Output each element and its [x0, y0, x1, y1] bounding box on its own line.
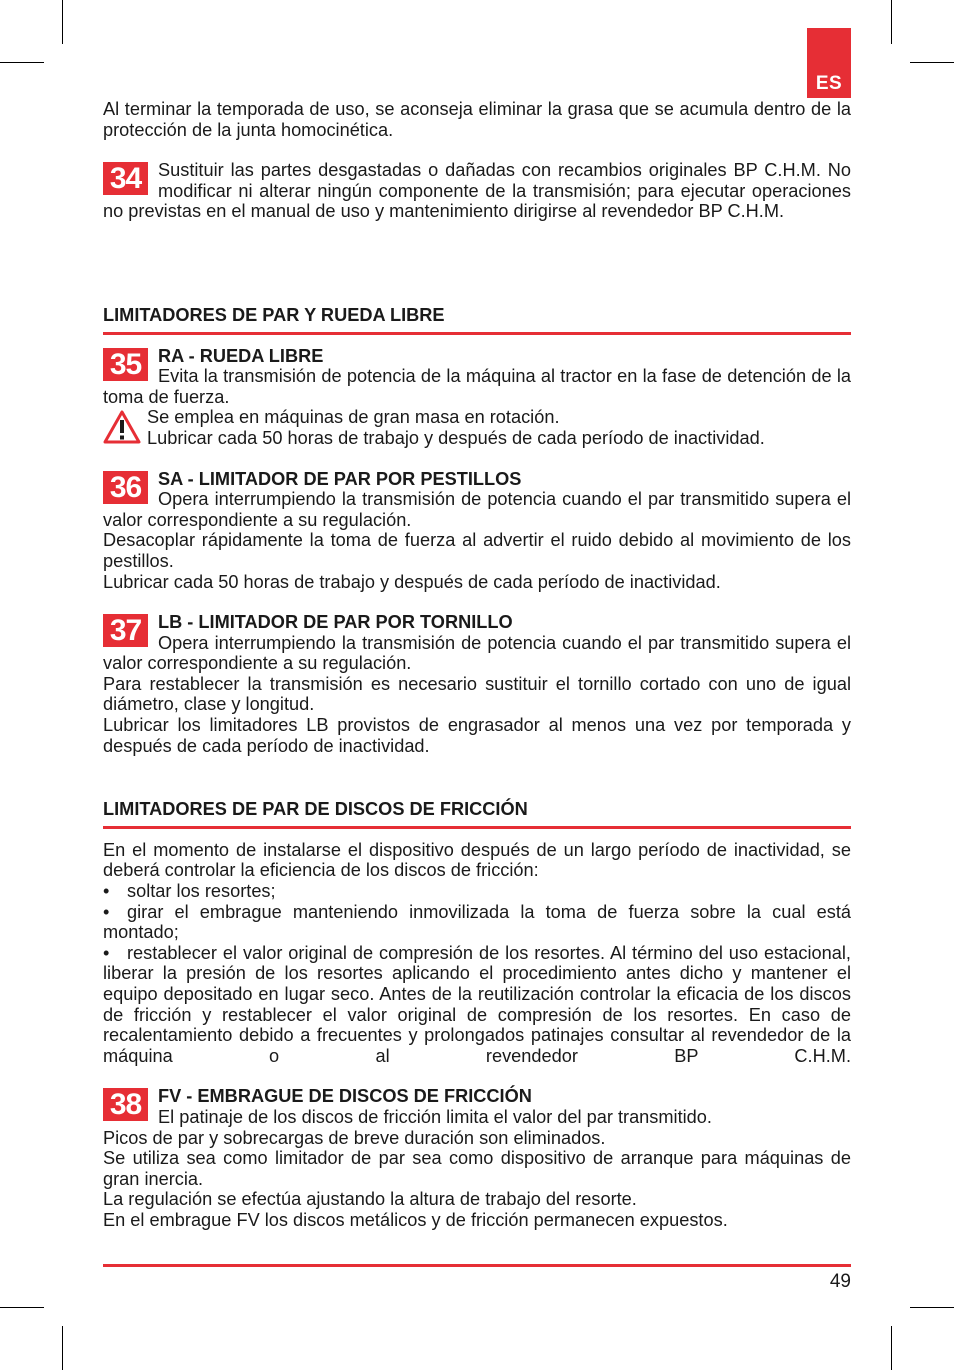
crop-mark	[62, 1326, 63, 1370]
bullet-item: • girar el embrague manteniendo inmovilizada la toma de fuerza sobre la cual está montado;	[103, 901, 851, 943]
item-number-badge: 37	[103, 614, 148, 647]
bullet-marker: •	[103, 881, 110, 902]
item-text: Se utiliza sea como limitador de par sea como dispositivo de arranque para máquinas de gran inercia.	[103, 1148, 851, 1189]
item-text: Opera interrumpiendo la transmisión de potencia cuando el par transmitido supera el valor correspondiente a su regulación.	[103, 489, 851, 530]
item-number-badge: 34	[103, 162, 148, 195]
section-intro: En el momento de instalarse el dispositivo después de un largo período de inactividad, se deberá controlar la eficiencia de los discos de fricción:	[103, 839, 851, 881]
item-number-badge: 35	[103, 348, 148, 381]
item-heading: FV - EMBRAGUE DE DISCOS DE FRICCIÓN	[158, 1086, 532, 1107]
bullet-marker: •	[103, 942, 110, 963]
item-text: Opera interrumpiendo la transmisión de potencia cuando el par transmitido supera el valor correspondiente a su regulación.	[103, 632, 851, 674]
section-title: LIMITADORES DE PAR Y RUEDA LIBRE	[103, 303, 851, 335]
item-text: Desacoplar rápidamente la toma de fuerza al advertir el ruido debido al movimiento de los pestillos.	[103, 530, 851, 571]
intro-paragraph: Al terminar la temporada de uso, se aconseja eliminar la grasa que se acumula dentro de la protección de la junta homocinética.	[103, 99, 851, 140]
item-text: En el embrague FV los discos metálicos y de fricción permanecen expuestos.	[103, 1209, 728, 1230]
warning-line: Lubricar cada 50 horas de trabajo y después de cada período de inactividad.	[147, 427, 765, 448]
crop-mark	[0, 1307, 44, 1308]
item-number-badge: 38	[103, 1088, 148, 1121]
item-heading: RA - RUEDA LIBRE	[158, 345, 324, 366]
bullet-marker: •	[103, 901, 110, 922]
crop-mark	[62, 0, 63, 44]
item-text: Evita la transmisión de potencia de la máquina al tractor en la fase de detención de la toma de fuerza.	[103, 366, 851, 407]
language-tab: ES	[807, 28, 851, 98]
item-text: Para restablecer la transmisión es necesario sustituir el tornillo cortado con uno de igual diámetro, clase y longitud.	[103, 673, 851, 715]
footer-divider	[103, 1264, 851, 1267]
crop-mark	[891, 0, 892, 44]
item-heading: LB - LIMITADOR DE PAR POR TORNILLO	[158, 612, 513, 633]
crop-mark	[910, 62, 954, 63]
item-text: Sustituir las partes desgastadas o dañadas con recambios originales BP C.H.M. No modificar ni alterar ningún componente de la transmisión; para ejecutar operaciones no previstas en el manual de uso y mantenimiento dirigirse al revendedor BP C.H.M.	[103, 160, 851, 222]
page-number: 49	[829, 1271, 851, 1292]
warning-line: Se emplea en máquinas de gran masa en rotación.	[147, 407, 560, 428]
item-text: El patinaje de los discos de fricción limita el valor del par transmitido.	[158, 1106, 712, 1127]
bullet-item: • restablecer el valor original de compresión de los resortes. Al término del uso estacional, liberar la presión de los resortes aplicando el procedimiento antes dicho y mantener el equipo depositado en lugar seco. Antes de la reutilización controlar la eficacia de los discos de fricción y restablecer el valor original de compresión de los resortes. En caso de recalentamiento debido a frecuentes y prolongados patinajes consultar al revendedor de la máquina o al revendedor BP C.H.M.	[103, 942, 851, 1066]
bullet-item: • soltar los resortes;	[103, 881, 276, 902]
item-number-badge: 36	[103, 471, 148, 504]
warning-triangle-icon	[103, 410, 141, 444]
item-text: Picos de par y sobrecargas de breve duración son eliminados.	[103, 1127, 606, 1148]
page-content	[103, 99, 851, 1231]
item-text: Lubricar los limitadores LB provistos de engrasador al menos una vez por temporada y después de cada período de inactividad.	[103, 715, 851, 756]
item-37	[103, 612, 851, 756]
item-heading: SA - LIMITADOR DE PAR POR PESTILLOS	[158, 468, 522, 489]
warning-note	[103, 407, 851, 448]
crop-mark	[0, 62, 44, 63]
item-38	[103, 1086, 851, 1230]
crop-mark	[891, 1326, 892, 1370]
crop-mark	[910, 1307, 954, 1308]
item-text: Lubricar cada 50 horas de trabajo y después de cada período de inactividad.	[103, 571, 721, 592]
section-title: LIMITADORES DE PAR DE DISCOS DE FRICCIÓN	[103, 797, 851, 829]
item-36	[103, 469, 851, 593]
item-text: La regulación se efectúa ajustando la altura de trabajo del resorte.	[103, 1189, 637, 1210]
item-34	[103, 160, 851, 222]
item-35	[103, 346, 851, 449]
